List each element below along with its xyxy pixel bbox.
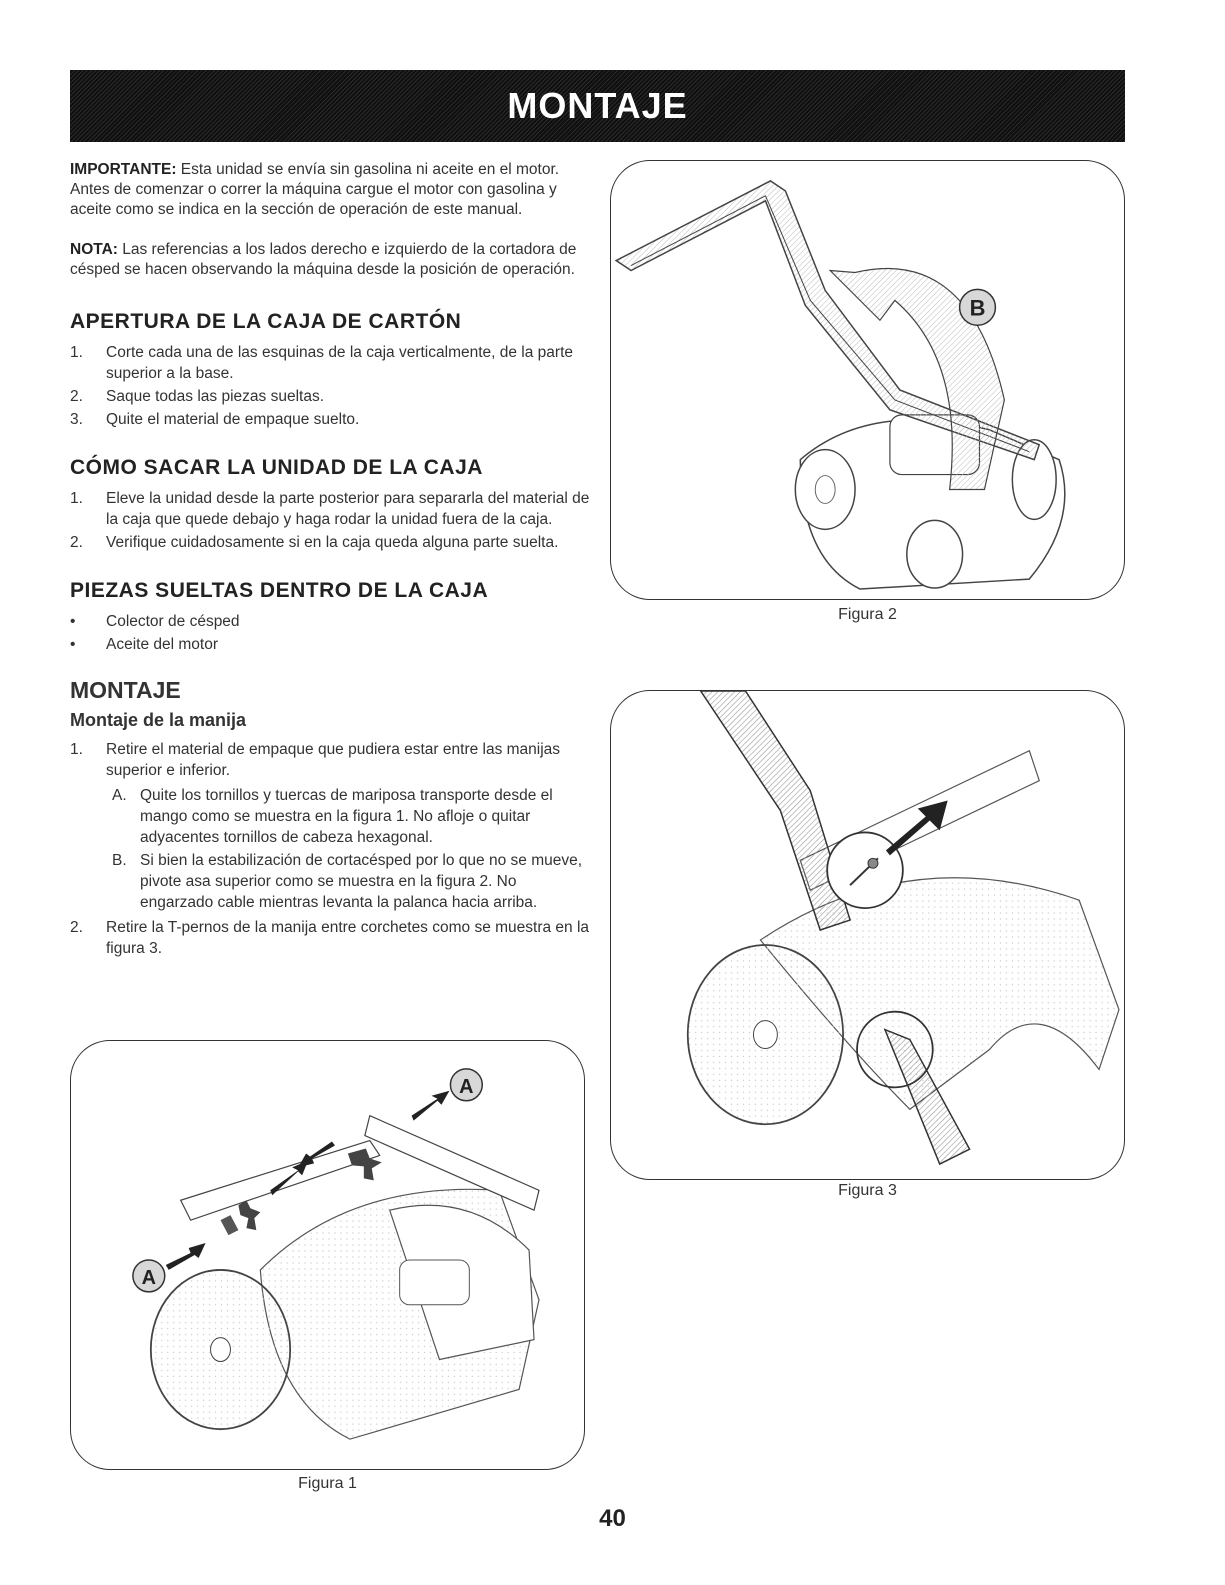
figure-1-illustration [70,1040,585,1470]
list-piezas [70,611,590,655]
sub-list-item [106,785,590,848]
important-note [70,160,590,220]
item-text: Quite los tornillos y tuercas de mariposa transporte desde el mango como se muestra en la figura 1. No afloje o quitar adyacentes tornillos de cabeza hexagonal. [140,787,553,846]
banner-title: MONTAJE [507,85,688,126]
left-column [70,160,590,961]
item-number: 2. [70,388,83,405]
figure-3-illustration [610,690,1125,1180]
item-text: Aceite del motor [106,636,218,653]
item-text: Quite el material de empaque suelto. [106,411,360,428]
bullet: • [70,636,76,653]
item-letter: A. [112,787,127,804]
list-item [70,532,590,553]
list-item [70,739,590,913]
sublist-montaje [106,785,590,913]
figure-2-drawing [611,161,1124,599]
heading-sacar: CÓMO SACAR LA UNIDAD DE LA CAJA [70,456,483,479]
list-item [70,409,590,430]
item-text: Verifique cuidadosamente si en la caja queda alguna parte suelta. [106,534,559,551]
item-number: 1. [70,344,83,361]
section-banner [70,70,1125,142]
figure-2-caption: Figura 2 [838,606,897,623]
important-text: Esta unidad se envía sin gasolina ni aceite en el motor. Antes de comenzar o correr la máquina cargue el motor con gasolina y aceite como se indica en la sección de operación de este manual. [70,161,560,218]
figure-3-drawing [611,691,1124,1179]
list-item [70,386,590,407]
item-text: Retire la T-pernos de la manija entre corchetes como se muestra en la figura 3. [106,919,590,957]
item-number: 3. [70,411,83,428]
list-item [70,611,590,632]
list-sacar [70,488,590,553]
figure-1-caption: Figura 1 [298,1475,357,1492]
sub-list-item [106,850,590,913]
item-text: Saque todas las piezas sueltas. [106,388,324,405]
item-number: 1. [70,490,83,507]
item-text: Colector de césped [106,613,240,630]
list-apertura [70,342,590,430]
page-number: 40 [599,1505,626,1532]
list-item [70,634,590,655]
important-label: IMPORTANTE: [70,161,177,178]
list-item [70,917,590,959]
figure-3-caption: Figura 3 [838,1182,897,1199]
list-item [70,342,590,384]
callout-a-label-right: A [459,1075,474,1098]
nota-text: Las referencias a los lados derecho e izquierdo de la cortadora de césped se hacen observando la máquina desde la posición de operación. [70,241,577,278]
item-text: Eleve la unidad desde la parte posterior para separarla del material de la caja que quede debajo y haga rodar la unidad fuera de la caja. [106,490,590,528]
item-text: Si bien la estabilización de cortacésped por lo que no se mueve, pivote asa superior como se muestra en la figura 2. No engarzado cable mientras levanta la palanca hacia arriba. [140,852,583,911]
item-number: 2. [70,534,83,551]
bullet: • [70,613,76,630]
list-item [70,488,590,530]
heading-apertura: APERTURA DE LA CAJA DE CARTÓN [70,310,462,333]
item-number: 1. [70,741,83,758]
callout-a-label-left: A [141,1266,157,1289]
item-number: 2. [70,919,83,936]
nota-note [70,240,590,280]
item-text: Retire el material de empaque que pudiera estar entre las manijas superior e inferior. [106,741,561,779]
item-letter: B. [112,852,127,869]
figure-2-illustration [610,160,1125,600]
heading-piezas: PIEZAS SUELTAS DENTRO DE LA CAJA [70,579,489,602]
list-montaje [70,739,590,959]
item-text: Corte cada una de las esquinas de la caja verticalmente, de la parte superior a la base. [106,344,574,382]
figure-1-drawing [71,1041,584,1469]
subheading-manija: Montaje de la manija [70,710,247,730]
callout-b-label: B [969,295,986,321]
nota-label: NOTA: [70,241,118,258]
heading-montaje: MONTAJE [70,677,181,703]
